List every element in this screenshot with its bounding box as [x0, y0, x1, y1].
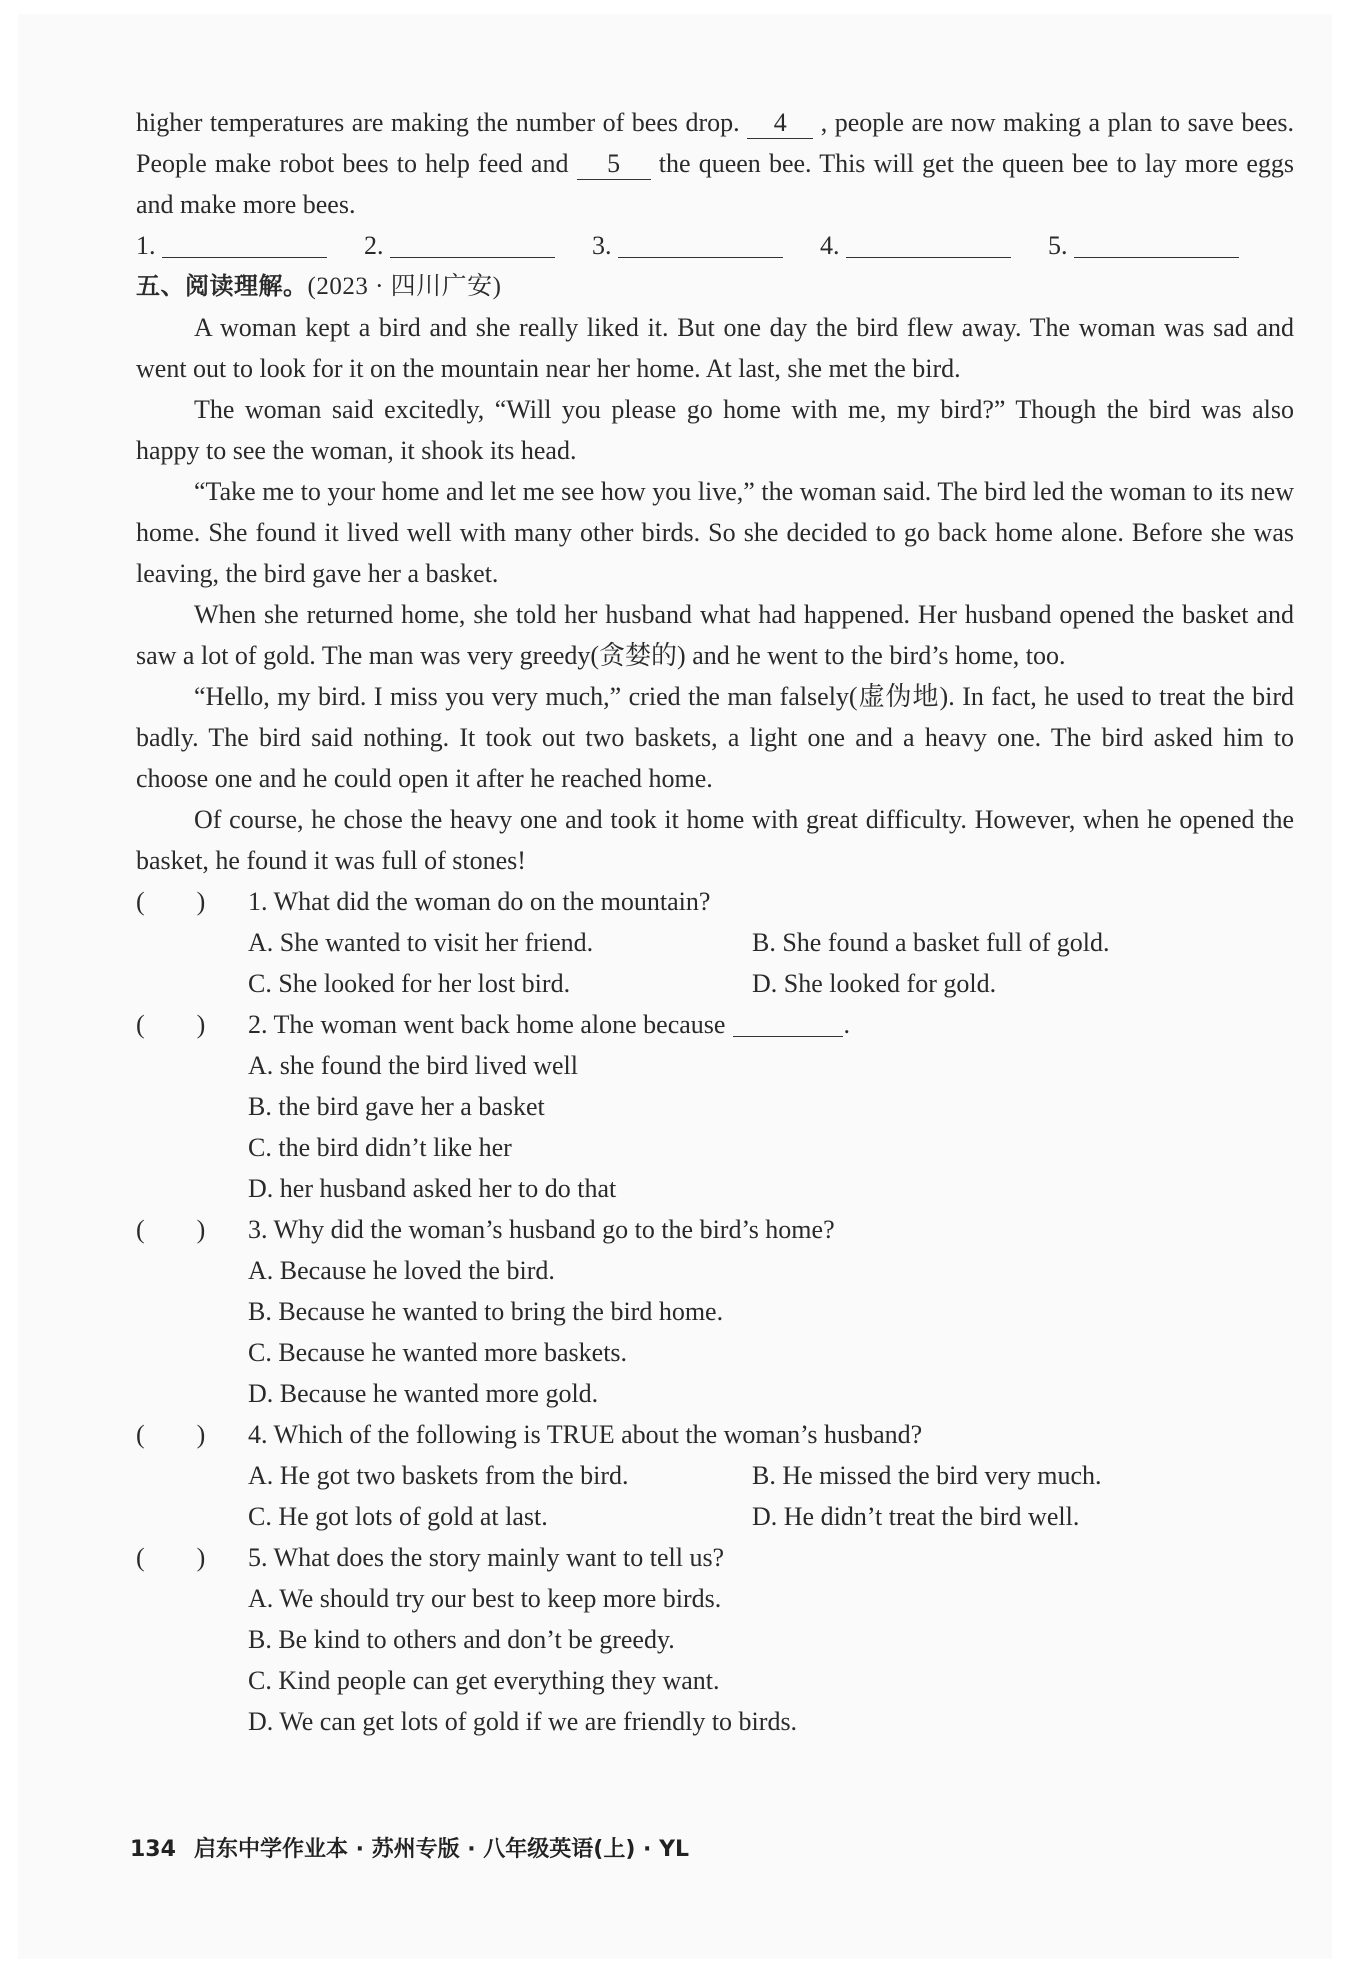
answer-bracket[interactable]: ( ): [136, 1010, 206, 1039]
fill-blank[interactable]: [733, 1010, 843, 1037]
intro-text-2: , people are now making a plan to save bees. People make robot bees to help feed and: [136, 108, 1295, 178]
passage-paragraph-3: “Take me to your home and let me see how you live,” the woman said. The bird led the woman to its new home. She found it lived well with many other birds. So she decided to go back home alone. Before she was leaving, the bird gave her a basket.: [136, 477, 1294, 588]
question-1-options-row-1: [136, 922, 1294, 963]
option-d: D. her husband asked her to do that: [248, 1174, 617, 1203]
passage-paragraph-4: When she returned home, she told her husband what had happened. Her husband opened the basket and saw a lot of gold. The man was very greedy(贪婪的) and he went to the bird’s home, too.: [136, 600, 1294, 670]
question-4-options-row-1: [136, 1455, 1294, 1496]
section-source: (2023 · 四川广安): [307, 273, 502, 300]
answer-line[interactable]: [618, 231, 783, 258]
worksheet-page: [18, 14, 1332, 1959]
option-c: C. Because he wanted more baskets.: [248, 1338, 628, 1367]
blank-4: 4: [747, 108, 813, 139]
option-b: B. the bird gave her a basket: [248, 1092, 545, 1121]
answer-line[interactable]: [846, 231, 1011, 258]
question-stem: 2. The woman went back home alone because .: [248, 1010, 850, 1039]
question-3: [136, 1209, 1294, 1250]
passage-paragraph-5: “Hello, my bird. I miss you very much,” cried the man falsely(虚伪地). In fact, he used to treat the bird badly. The bird said nothing. It took out two baskets, a light one and a heavy one. The bird asked him to choose one and he could open it after he reached home.: [136, 682, 1294, 793]
answer-bracket[interactable]: ( ): [136, 1420, 206, 1449]
option-d: D. Because he wanted more gold.: [248, 1379, 599, 1408]
section-heading: 五、阅读理解。(2023 · 四川广安): [136, 272, 502, 300]
book-title: 启东中学作业本 · 苏州专版 · 八年级英语(上) · YL: [193, 1837, 690, 1862]
blank-5: 5: [577, 149, 651, 180]
option-a: A. He got two baskets from the bird.: [248, 1461, 629, 1490]
passage-paragraph-2: The woman said excitedly, “Will you please go home with me, my bird?” Though the bird was also happy to see the woman, it shook its head.: [136, 395, 1294, 465]
answer-bracket[interactable]: ( ): [136, 887, 206, 916]
answer-slot-1[interactable]: 1.: [136, 225, 364, 266]
question-1-options-row-2: [136, 963, 1294, 1004]
answer-bracket[interactable]: ( ): [136, 1215, 206, 1244]
option-d: D. We can get lots of gold if we are friendly to birds.: [248, 1707, 798, 1736]
option-c: C. She looked for her lost bird.: [248, 969, 571, 998]
answer-slot-4[interactable]: 4.: [820, 225, 1048, 266]
option-a: A. she found the bird lived well: [248, 1051, 578, 1080]
option-c: C. He got lots of gold at last.: [248, 1502, 548, 1531]
answer-line[interactable]: [162, 231, 327, 258]
option-a: A. Because he loved the bird.: [248, 1256, 555, 1285]
answer-slot-5[interactable]: 5.: [1048, 225, 1276, 266]
intro-text-1: higher temperatures are making the number of bees drop.: [136, 108, 740, 137]
option-b: B. She found a basket full of gold.: [752, 928, 1110, 957]
question-stem: 4. Which of the following is TRUE about the woman’s husband?: [248, 1420, 923, 1449]
option-a: A. We should try our best to keep more birds.: [248, 1584, 722, 1613]
option-a: A. She wanted to visit her friend.: [248, 928, 594, 957]
question-2: [136, 1004, 1294, 1045]
option-b: B. Be kind to others and don’t be greedy.: [248, 1625, 675, 1654]
question-5: [136, 1537, 1294, 1578]
intro-text-3: the queen bee. This will get the queen bee to lay more eggs and make more bees.: [136, 149, 1294, 219]
question-4-options-row-2: [136, 1496, 1294, 1537]
passage-paragraph-6: Of course, he chose the heavy one and took it home with great difficulty. However, when he opened the basket, he found it was full of stones!: [136, 805, 1294, 875]
page-number: 134: [130, 1837, 176, 1862]
answer-line[interactable]: [1074, 231, 1239, 258]
option-b: B. He missed the bird very much.: [752, 1461, 1102, 1490]
question-stem: 5. What does the story mainly want to tell us?: [248, 1543, 725, 1572]
answer-slot-3[interactable]: 3.: [592, 225, 820, 266]
option-d: D. She looked for gold.: [752, 969, 997, 998]
option-b: B. Because he wanted to bring the bird home.: [248, 1297, 724, 1326]
question-stem: 1. What did the woman do on the mountain?: [248, 887, 711, 916]
question-1: [136, 881, 1294, 922]
answer-line[interactable]: [390, 231, 555, 258]
question-stem: 3. Why did the woman’s husband go to the bird’s home?: [248, 1215, 835, 1244]
page-content: [136, 102, 1294, 1742]
question-4: [136, 1414, 1294, 1455]
intro-paragraph: [136, 102, 1294, 225]
option-c: C. the bird didn’t like her: [248, 1133, 512, 1162]
answer-slots: [136, 225, 1294, 266]
option-d: D. He didn’t treat the bird well.: [752, 1502, 1080, 1531]
answer-slot-2[interactable]: 2.: [364, 225, 592, 266]
answer-bracket[interactable]: ( ): [136, 1543, 206, 1572]
page-footer: [130, 1832, 689, 1863]
option-c: C. Kind people can get everything they want.: [248, 1666, 720, 1695]
passage-paragraph-1: A woman kept a bird and she really liked it. But one day the bird flew away. The woman was sad and went out to look for it on the mountain near her home. At last, she met the bird.: [136, 313, 1294, 383]
